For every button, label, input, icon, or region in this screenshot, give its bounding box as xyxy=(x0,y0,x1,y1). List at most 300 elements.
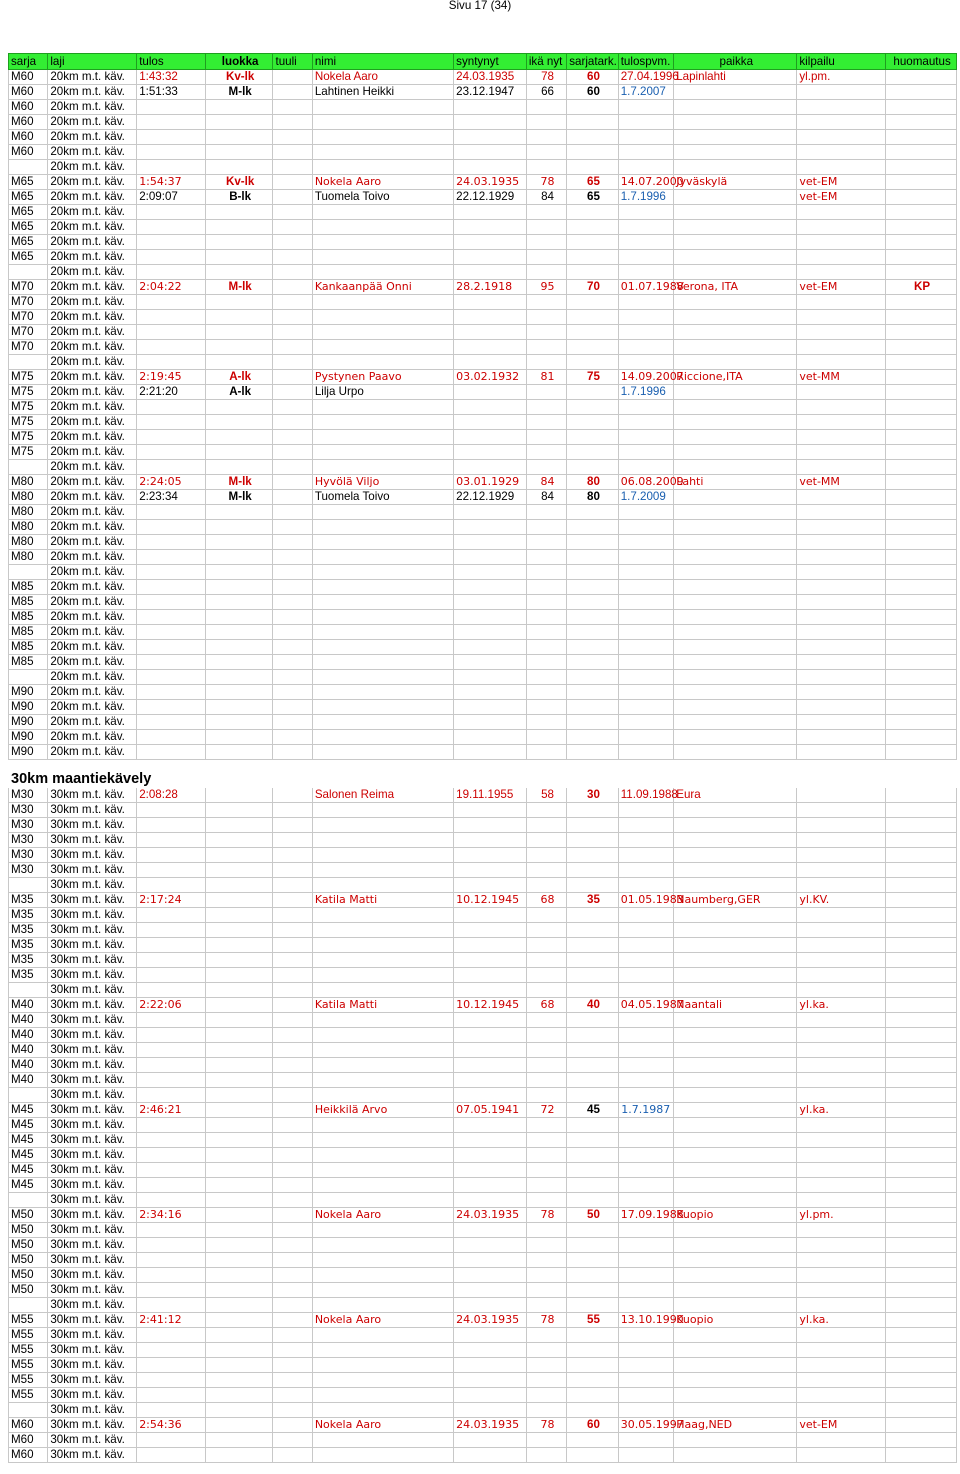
cell-tuuli xyxy=(273,1058,312,1073)
cell-huom xyxy=(886,1238,957,1253)
cell-nimi: Nokela Aaro xyxy=(312,1313,453,1328)
cell-paikka xyxy=(674,580,797,595)
cell-tulos xyxy=(137,640,206,655)
cell-huom xyxy=(886,670,957,685)
cell-laji: 30km m.t. käv. xyxy=(48,1358,137,1373)
cell-paikka xyxy=(674,1373,797,1388)
cell-luokka xyxy=(205,115,273,130)
cell-sarjatark xyxy=(567,415,618,430)
cell-luokka xyxy=(205,833,273,848)
cell-paikka xyxy=(674,1088,797,1103)
cell-tuuli xyxy=(273,250,312,265)
cell-ika xyxy=(526,205,566,220)
cell-nimi xyxy=(312,160,453,175)
cell-kilpailu xyxy=(797,1223,886,1238)
cell-tulos xyxy=(137,863,206,878)
cell-sarja: M75 xyxy=(9,445,48,460)
cell-paikka: Lapinlahti xyxy=(674,70,797,85)
cell-sarja: M90 xyxy=(9,700,48,715)
cell-tulos: 2:34:16 xyxy=(137,1208,206,1223)
cell-sarjatark xyxy=(567,160,618,175)
cell-laji: 20km m.t. käv. xyxy=(48,640,137,655)
cell-paikka xyxy=(674,700,797,715)
table-row xyxy=(9,788,957,803)
cell-ika: 78 xyxy=(526,1208,566,1223)
cell-sarjatark xyxy=(567,878,618,893)
cell-tuuli xyxy=(273,998,312,1013)
cell-sarja: M40 xyxy=(9,1028,48,1043)
table-row xyxy=(9,1088,957,1103)
cell-luokka: Kv-lk xyxy=(205,175,273,190)
cell-sarjatark xyxy=(567,803,618,818)
cell-ika xyxy=(526,1448,566,1463)
cell-tulospvm: 06.08.2009 xyxy=(618,475,674,490)
cell-tulospvm xyxy=(618,355,674,370)
table-row xyxy=(9,355,957,370)
cell-paikka xyxy=(674,190,797,205)
cell-kilpailu xyxy=(797,1028,886,1043)
cell-ika xyxy=(526,715,566,730)
cell-huom xyxy=(886,1328,957,1343)
cell-nimi xyxy=(312,325,453,340)
cell-sarja: M60 xyxy=(9,100,48,115)
cell-sarja: M60 xyxy=(9,1418,48,1433)
cell-nimi xyxy=(312,295,453,310)
cell-kilpailu xyxy=(797,923,886,938)
cell-huom xyxy=(886,700,957,715)
table-row xyxy=(9,1313,957,1328)
cell-nimi xyxy=(312,670,453,685)
cell-huom xyxy=(886,190,957,205)
cell-sarja: M75 xyxy=(9,415,48,430)
cell-paikka: Riccione,ITA xyxy=(674,370,797,385)
cell-sarjatark: 50 xyxy=(567,1208,618,1223)
cell-sarja: M65 xyxy=(9,205,48,220)
cell-tulos xyxy=(137,265,206,280)
cell-sarjatark xyxy=(567,1193,618,1208)
cell-kilpailu: yl.pm. xyxy=(797,70,886,85)
cell-tulospvm xyxy=(618,745,674,760)
cell-syntynyt xyxy=(454,833,527,848)
cell-laji: 30km m.t. käv. xyxy=(48,1193,137,1208)
cell-huom xyxy=(886,923,957,938)
cell-syntynyt xyxy=(454,205,527,220)
cell-sarjatark xyxy=(567,505,618,520)
cell-huom xyxy=(886,265,957,280)
cell-huom xyxy=(886,355,957,370)
cell-huom xyxy=(886,580,957,595)
cell-nimi xyxy=(312,908,453,923)
cell-kilpailu xyxy=(797,1433,886,1448)
cell-laji: 20km m.t. käv. xyxy=(48,100,137,115)
cell-tulos xyxy=(137,250,206,265)
cell-laji: 30km m.t. käv. xyxy=(48,833,137,848)
cell-paikka: Kuopio xyxy=(674,1313,797,1328)
cell-paikka xyxy=(674,415,797,430)
cell-tuuli xyxy=(273,190,312,205)
cell-paikka xyxy=(674,325,797,340)
cell-huom xyxy=(886,610,957,625)
cell-tuuli xyxy=(273,893,312,908)
cell-tulospvm xyxy=(618,520,674,535)
cell-nimi: Lahtinen Heikki xyxy=(312,85,453,100)
cell-nimi xyxy=(312,655,453,670)
cell-huom xyxy=(886,460,957,475)
cell-tuuli xyxy=(273,550,312,565)
cell-sarja: M50 xyxy=(9,1223,48,1238)
cell-kilpailu xyxy=(797,1118,886,1133)
table-row xyxy=(9,670,957,685)
cell-ika xyxy=(526,1133,566,1148)
cell-luokka: B-lk xyxy=(205,190,273,205)
cell-sarja: M50 xyxy=(9,1238,48,1253)
cell-huom xyxy=(886,745,957,760)
cell-luokka xyxy=(205,1013,273,1028)
table-row xyxy=(9,923,957,938)
cell-huom xyxy=(886,1073,957,1088)
cell-sarja: M60 xyxy=(9,1448,48,1463)
cell-ika xyxy=(526,565,566,580)
cell-tuuli xyxy=(273,1343,312,1358)
cell-laji: 30km m.t. käv. xyxy=(48,1313,137,1328)
cell-huom xyxy=(886,848,957,863)
cell-kilpailu xyxy=(797,803,886,818)
cell-paikka xyxy=(674,1223,797,1238)
cell-sarja xyxy=(9,1088,48,1103)
cell-nimi: Pystynen Paavo xyxy=(312,370,453,385)
cell-tulospvm xyxy=(618,505,674,520)
cell-syntynyt xyxy=(454,145,527,160)
cell-kilpailu xyxy=(797,1133,886,1148)
cell-huom xyxy=(886,550,957,565)
cell-tulos xyxy=(137,115,206,130)
cell-tuuli xyxy=(273,983,312,998)
cell-paikka xyxy=(674,640,797,655)
cell-tulos xyxy=(137,100,206,115)
cell-laji: 30km m.t. käv. xyxy=(48,1013,137,1028)
header-sarjatark: sarjatark. xyxy=(567,54,618,70)
table-row xyxy=(9,70,957,85)
cell-syntynyt xyxy=(454,1013,527,1028)
cell-paikka xyxy=(674,1163,797,1178)
cell-kilpailu xyxy=(797,878,886,893)
cell-ika xyxy=(526,1238,566,1253)
cell-sarjatark xyxy=(567,1223,618,1238)
cell-syntynyt xyxy=(454,130,527,145)
cell-nimi xyxy=(312,700,453,715)
cell-sarjatark xyxy=(567,953,618,968)
cell-paikka xyxy=(674,1043,797,1058)
cell-nimi xyxy=(312,205,453,220)
cell-sarja: M40 xyxy=(9,1043,48,1058)
cell-nimi xyxy=(312,1223,453,1238)
cell-sarja: M35 xyxy=(9,938,48,953)
cell-nimi xyxy=(312,1043,453,1058)
cell-luokka xyxy=(205,565,273,580)
cell-ika xyxy=(526,160,566,175)
cell-tulospvm: 01.05.1983 xyxy=(618,893,674,908)
cell-paikka xyxy=(674,1013,797,1028)
cell-paikka xyxy=(674,908,797,923)
section-title: 30km maantiekävely xyxy=(9,768,957,788)
cell-luokka: M-lk xyxy=(205,475,273,490)
cell-nimi xyxy=(312,1073,453,1088)
cell-sarjatark xyxy=(567,295,618,310)
cell-laji: 30km m.t. käv. xyxy=(48,1448,137,1463)
cell-tulospvm xyxy=(618,550,674,565)
cell-laji: 20km m.t. käv. xyxy=(48,685,137,700)
cell-tulos xyxy=(137,235,206,250)
cell-sarja: M85 xyxy=(9,625,48,640)
table-row xyxy=(9,415,957,430)
cell-tuuli xyxy=(273,908,312,923)
cell-sarja: M90 xyxy=(9,685,48,700)
cell-tulospvm xyxy=(618,145,674,160)
cell-nimi xyxy=(312,1163,453,1178)
table-row xyxy=(9,1208,957,1223)
cell-sarja: M80 xyxy=(9,475,48,490)
cell-luokka xyxy=(205,998,273,1013)
cell-huom xyxy=(886,340,957,355)
cell-syntynyt xyxy=(454,430,527,445)
cell-luokka xyxy=(205,715,273,730)
cell-huom xyxy=(886,325,957,340)
cell-paikka xyxy=(674,355,797,370)
cell-ika xyxy=(526,235,566,250)
cell-nimi xyxy=(312,565,453,580)
cell-syntynyt xyxy=(454,295,527,310)
cell-nimi xyxy=(312,1193,453,1208)
cell-sarjatark xyxy=(567,1073,618,1088)
cell-huom xyxy=(886,953,957,968)
cell-luokka xyxy=(205,1043,273,1058)
cell-huom xyxy=(886,1208,957,1223)
cell-luokka xyxy=(205,1208,273,1223)
cell-nimi xyxy=(312,983,453,998)
cell-ika xyxy=(526,265,566,280)
cell-tulos: 2:17:24 xyxy=(137,893,206,908)
cell-kilpailu xyxy=(797,535,886,550)
cell-tulospvm xyxy=(618,1133,674,1148)
cell-syntynyt xyxy=(454,1328,527,1343)
cell-tulospvm xyxy=(618,1028,674,1043)
cell-tulospvm xyxy=(618,160,674,175)
cell-nimi xyxy=(312,1178,453,1193)
cell-ika xyxy=(526,355,566,370)
cell-nimi xyxy=(312,1358,453,1373)
table-row xyxy=(9,550,957,565)
cell-luokka xyxy=(205,415,273,430)
cell-sarjatark xyxy=(567,1043,618,1058)
cell-tulospvm xyxy=(618,400,674,415)
cell-sarja: M80 xyxy=(9,520,48,535)
cell-tulos: 2:24:05 xyxy=(137,475,206,490)
cell-sarjatark xyxy=(567,700,618,715)
cell-luokka: M-lk xyxy=(205,280,273,295)
cell-kilpailu xyxy=(797,235,886,250)
cell-laji: 20km m.t. käv. xyxy=(48,745,137,760)
cell-kilpailu: vet-EM xyxy=(797,280,886,295)
cell-sarjatark xyxy=(567,1163,618,1178)
cell-tuuli xyxy=(273,1448,312,1463)
cell-ika xyxy=(526,385,566,400)
cell-nimi xyxy=(312,848,453,863)
cell-laji: 30km m.t. käv. xyxy=(48,1268,137,1283)
cell-ika xyxy=(526,415,566,430)
cell-paikka: Naantali xyxy=(674,998,797,1013)
cell-tulos xyxy=(137,908,206,923)
cell-ika xyxy=(526,1028,566,1043)
cell-tulos xyxy=(137,595,206,610)
cell-sarja: M30 xyxy=(9,863,48,878)
cell-laji: 20km m.t. käv. xyxy=(48,490,137,505)
cell-nimi xyxy=(312,803,453,818)
cell-huom xyxy=(886,430,957,445)
cell-luokka xyxy=(205,325,273,340)
cell-laji: 20km m.t. käv. xyxy=(48,460,137,475)
cell-sarjatark xyxy=(567,1088,618,1103)
cell-tulos: 2:23:34 xyxy=(137,490,206,505)
cell-sarjatark xyxy=(567,968,618,983)
cell-laji: 30km m.t. käv. xyxy=(48,938,137,953)
cell-sarja: M80 xyxy=(9,535,48,550)
cell-ika xyxy=(526,1373,566,1388)
cell-kilpailu xyxy=(797,415,886,430)
cell-tuuli xyxy=(273,1268,312,1283)
cell-kilpailu: vet-EM xyxy=(797,190,886,205)
cell-ika: 84 xyxy=(526,190,566,205)
cell-luokka: A-lk xyxy=(205,370,273,385)
cell-nimi xyxy=(312,625,453,640)
cell-sarjatark xyxy=(567,1058,618,1073)
cell-tuuli xyxy=(273,1028,312,1043)
cell-ika xyxy=(526,863,566,878)
cell-luokka xyxy=(205,505,273,520)
cell-syntynyt xyxy=(454,848,527,863)
cell-kilpailu xyxy=(797,310,886,325)
cell-sarja: M55 xyxy=(9,1328,48,1343)
cell-sarjatark xyxy=(567,100,618,115)
cell-nimi: Heikkilä Arvo xyxy=(312,1103,453,1118)
cell-laji: 20km m.t. käv. xyxy=(48,370,137,385)
cell-tulospvm xyxy=(618,1178,674,1193)
cell-laji: 20km m.t. käv. xyxy=(48,625,137,640)
cell-ika xyxy=(526,1088,566,1103)
cell-laji: 20km m.t. käv. xyxy=(48,430,137,445)
cell-tuuli xyxy=(273,655,312,670)
cell-nimi: Kankaanpää Onni xyxy=(312,280,453,295)
cell-laji: 30km m.t. käv. xyxy=(48,1058,137,1073)
cell-paikka xyxy=(674,235,797,250)
cell-sarjatark xyxy=(567,205,618,220)
cell-paikka xyxy=(674,1178,797,1193)
cell-sarja: M85 xyxy=(9,595,48,610)
cell-sarjatark xyxy=(567,923,618,938)
cell-nimi xyxy=(312,400,453,415)
cell-tulos xyxy=(137,1058,206,1073)
cell-ika: 81 xyxy=(526,370,566,385)
cell-syntynyt xyxy=(454,400,527,415)
cell-kilpailu xyxy=(797,953,886,968)
cell-huom xyxy=(886,220,957,235)
cell-syntynyt xyxy=(454,953,527,968)
cell-luokka xyxy=(205,1433,273,1448)
cell-ika xyxy=(526,1058,566,1073)
cell-syntynyt xyxy=(454,580,527,595)
cell-syntynyt xyxy=(454,655,527,670)
cell-tulos xyxy=(137,968,206,983)
cell-sarjatark xyxy=(567,1118,618,1133)
cell-huom xyxy=(886,1013,957,1028)
cell-syntynyt: 23.12.1947 xyxy=(454,85,527,100)
table-row xyxy=(9,565,957,580)
cell-tulos xyxy=(137,325,206,340)
table-row xyxy=(9,1013,957,1028)
cell-sarja: M85 xyxy=(9,655,48,670)
cell-syntynyt xyxy=(454,595,527,610)
cell-ika: 78 xyxy=(526,70,566,85)
cell-luokka xyxy=(205,1358,273,1373)
cell-syntynyt: 19.11.1955 xyxy=(454,788,527,803)
cell-nimi: Hyvölä Viljo xyxy=(312,475,453,490)
cell-huom xyxy=(886,160,957,175)
cell-sarjatark xyxy=(567,670,618,685)
cell-kilpailu xyxy=(797,115,886,130)
cell-sarjatark xyxy=(567,625,618,640)
cell-laji: 30km m.t. käv. xyxy=(48,1028,137,1043)
cell-kilpailu xyxy=(797,1283,886,1298)
cell-laji: 30km m.t. käv. xyxy=(48,863,137,878)
cell-sarja: M35 xyxy=(9,968,48,983)
cell-sarja: M65 xyxy=(9,250,48,265)
cell-sarja xyxy=(9,878,48,893)
cell-tuuli xyxy=(273,340,312,355)
table-row xyxy=(9,610,957,625)
cell-huom xyxy=(886,520,957,535)
table-row xyxy=(9,1118,957,1133)
cell-laji: 20km m.t. käv. xyxy=(48,400,137,415)
cell-syntynyt xyxy=(454,1163,527,1178)
cell-kilpailu xyxy=(797,715,886,730)
cell-tulos xyxy=(137,1043,206,1058)
cell-tulos xyxy=(137,310,206,325)
cell-sarja xyxy=(9,1193,48,1208)
cell-ika xyxy=(526,1148,566,1163)
cell-tulospvm xyxy=(618,655,674,670)
cell-tuuli xyxy=(273,1433,312,1448)
cell-huom xyxy=(886,565,957,580)
cell-paikka: Naumberg,GER xyxy=(674,893,797,908)
cell-sarja: M50 xyxy=(9,1283,48,1298)
cell-tuuli xyxy=(273,1253,312,1268)
cell-syntynyt: 24.03.1935 xyxy=(454,175,527,190)
cell-syntynyt xyxy=(454,520,527,535)
cell-kilpailu xyxy=(797,145,886,160)
table-row xyxy=(9,1373,957,1388)
cell-luokka xyxy=(205,938,273,953)
cell-tuuli xyxy=(273,115,312,130)
cell-tulospvm xyxy=(618,265,674,280)
cell-laji: 20km m.t. käv. xyxy=(48,160,137,175)
cell-tuuli xyxy=(273,445,312,460)
cell-ika: 72 xyxy=(526,1103,566,1118)
cell-laji: 20km m.t. käv. xyxy=(48,580,137,595)
cell-sarjatark: 70 xyxy=(567,280,618,295)
cell-syntynyt xyxy=(454,1388,527,1403)
cell-nimi: Tuomela Toivo xyxy=(312,490,453,505)
cell-huom xyxy=(886,1253,957,1268)
cell-sarjatark xyxy=(567,1028,618,1043)
